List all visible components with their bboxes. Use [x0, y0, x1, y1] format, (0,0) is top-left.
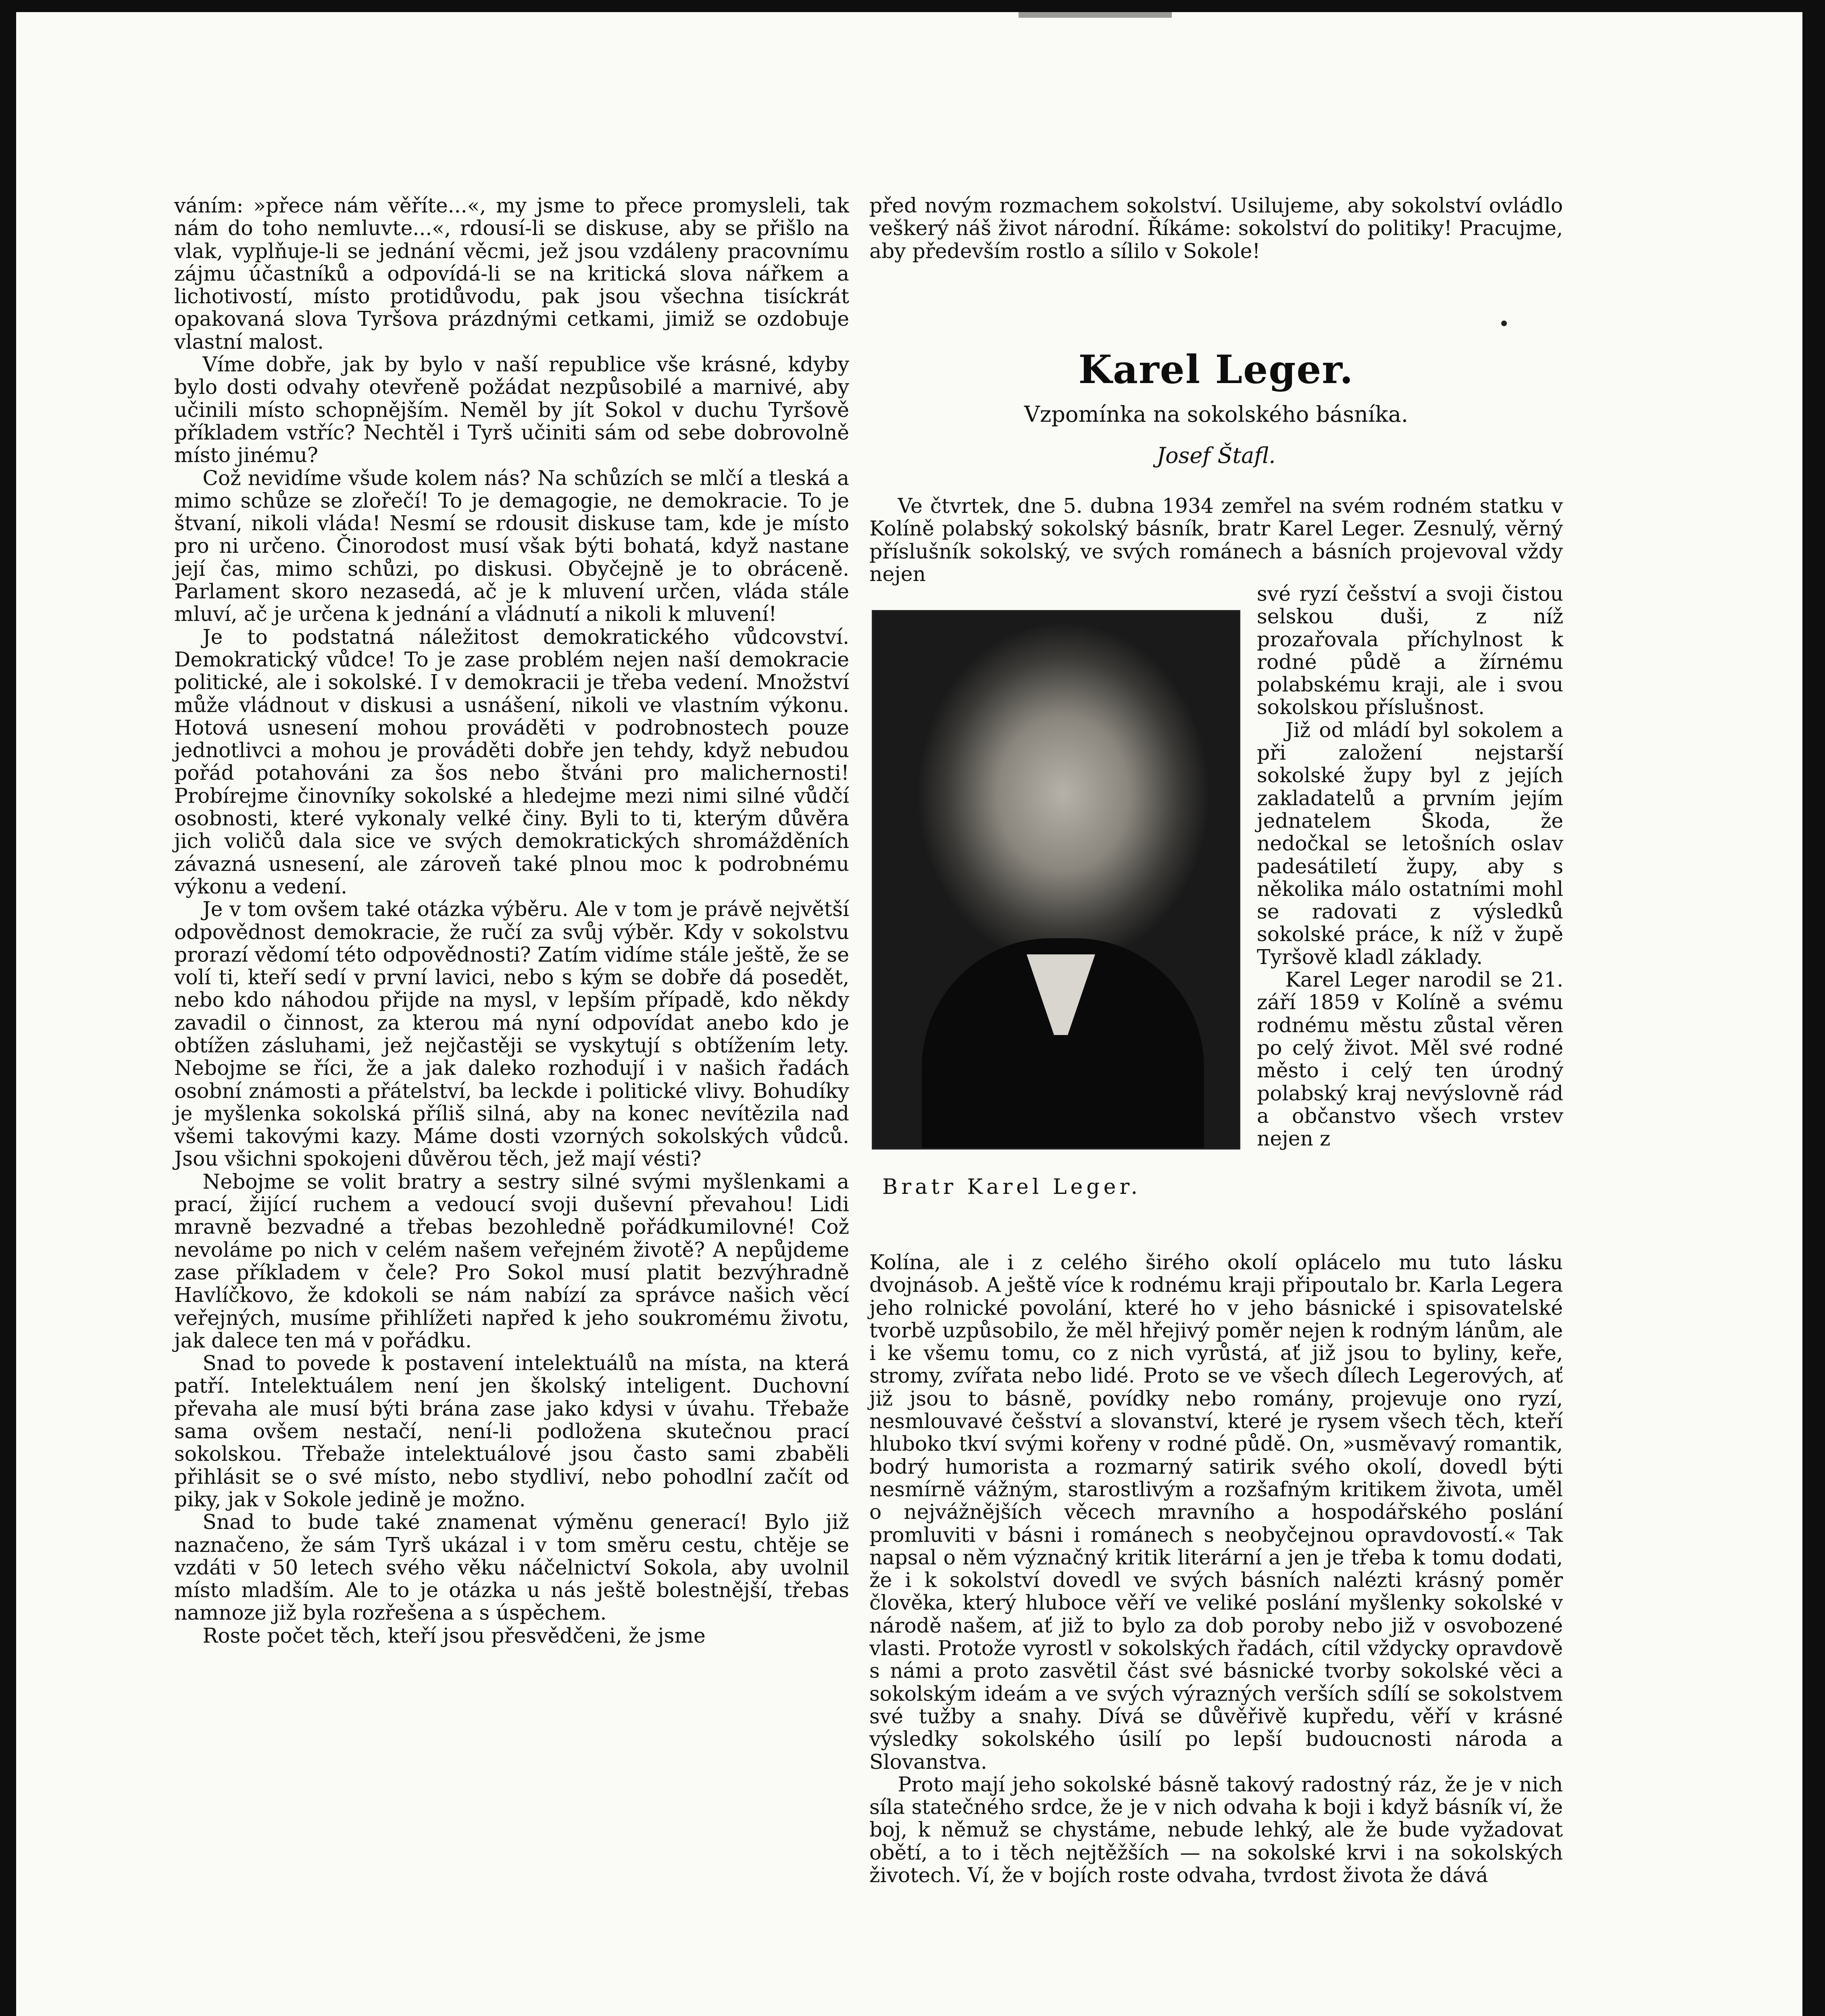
magazine-page: [16, 12, 1802, 2016]
article-intro: [869, 495, 1563, 585]
paragraph: před novým rozmachem sokolství. Usilujeme, aby sokolství ovládlo veškerý náš život národní. Říkáme: sokolství do politiky! Pracujme, aby především rostlo a sílilo v Sokole!: [869, 194, 1563, 263]
paragraph: Je v tom ovšem také otázka výběru. Ale v tom je právě největší odpovědnost demokracie, že ručí za svůj výběr. Kdy v sokolstvu prorazí vědomí této odpovědnosti? Zatím vidíme stále ještě, že se volí ti, kteří sedí v první lavici, nebo s kým se dobře dá posedět, nebo kdo náhodou přijde na mysl, v lepším případě, kdo někdy zavadil o činnost, za kterou má nyní odpovídat anebo kdo je obtížen zásluhami, jež nejčastěji se vyskytují s obtížením lety. Nebojme se říci, že a jak daleko rozhodují i v našich řadách osobní známosti a přátelství, ba leckde i politické vlivy. Bohudíky je myšlenka sokolská příliš silná, aby na konec nevítězila nad všemi takovými kazy. Máme dosti vzorných sokolských vůdců. Jsou všichni spokojeni důvěrou těch, jež mají vésti?: [174, 897, 849, 1171]
photo-caption: Bratr Karel Leger.: [882, 1175, 1142, 1199]
paragraph: Je to podstatná náležitost demokratického vůdcovství. Demokratický vůdce! To je zase problém nejen naší demokracie politické, ale i sokolské. I v demokracii je třeba vedení. Množství může vládnout v diskusi a usnášení, nikoli ve vlastním výkonu. Hotová usnesení mohou prováděti v podrobnostech pouze jednotlivci a mohou je prováděti dobře jen tehdy, když nebudou pořád potahováni za šos nebo štváni pro malichernosti! Probírejme činovníky sokolské a hledejme mezi nimi silné vůdčí osobnosti, které vykonaly velké činy. Byli to ti, kterým důvěra jich voličů dala sice ve svých demokratických shromážděních závazná usnesení, ale zároveň také plnou moc k podrobnému výkonu a vedení.: [174, 625, 849, 898]
separator-dot: [1501, 321, 1507, 326]
left-column: [174, 194, 849, 1647]
article-title: Karel Leger.: [1078, 347, 1354, 392]
beside-photo-text: [1257, 583, 1563, 1150]
article-author: Josef Štafl.: [1156, 443, 1276, 468]
paragraph: váním: »přece nám věříte...«, my jsme to přece promysleli, tak nám do toho nemluvte...«, rdousí-li se diskuse, aby se přišlo na vlak, vyplňuje-li se jednání věcmi, jež jsou vzdáleny pracovnímu zájmu účastníků a odpovídá-li se na kritická slova nářkem a lichotivostí, místo protidůvodu, pak jsou všechna tisíckrát opakovaná slova Tyršova prázdnými cetkami, jimiž se ozdobuje vlastní malost.: [174, 194, 849, 354]
paragraph: Již od mládí byl sokolem a při založení nejstarší sokolské župy byl z jejích zakladatelů a prvním jejím jednatelem Škoda, že nedočkal se letošních oslav padesátiletí župy, aby s několika málo ostatními mohl se radovati z výsledků sokolské práce, k níž v župě Tyršově kladl základy.: [1257, 718, 1563, 969]
right-column-top: [869, 194, 1563, 262]
paragraph: Roste počet těch, kteří jsou přesvědčeni, že jsme: [202, 1623, 706, 1647]
paragraph: Ve čtvrtek, dne 5. dubna 1934 zemřel na svém rodném statku v Kolíně polabský sokolský básník, bratr Karel Leger. Zesnulý, věrný příslušník sokolský, ve svých románech a básních projevoval vždy nejen: [869, 494, 1563, 586]
paragraph: Proto mají jeho sokolské básně takový radostný ráz, že je v nich síla statečného srdce, že je v nich odvaha k boji i když básník ví, že boj, k němuž se chystáme, nebude lehký, ale že bude vyžadovat obětí, a to i těch nejtěžších — na sokolské krvi i na sokolských životech. Ví, že v bojích roste odvaha, tvrdost života že dává: [869, 1772, 1563, 1887]
scan-mark: [1019, 12, 1172, 18]
paragraph: Snad to povede k postavení intelektuálů na místa, na která patří. Intelektuálem není jen školský inteligent. Duchovní převaha ale musí býti brána zase jako kdysi v úvahu. Třebaže sama ovšem nestačí, není-li podložena skutečnou prací sokolskou. Třebaže intelektuálové jsou často sami zbaběli přihlásit se o své místo, nebo stydliví, nebo pohodlní začít od piky, jak v Sokole jedině je možno.: [174, 1351, 849, 1511]
paragraph: Kolína, ale i z celého širého okolí oplácelo mu tuto lásku dvojnásob. A ještě více k rodnému kraji připoutalo br. Karla Legera jeho rolnické povolání, které ho v jeho básnické i spisovatelské tvorbě uzpůsobilo, že měl hřejivý poměr nejen k rodným lánům, ale i ke všemu tomu, co z nich vyrůstá, ať již jsou to byliny, keře, stromy, zvířata nebo lidé. Proto se ve všech dílech Legerových, ať již jsou to básně, povídky nebo romány, projevuje ono ryzí, nesmlouvavé češství a slovanství, které je rysem všech těch, kteří hluboko tkví svými kořeny v rodné půdě. On, »usměvavý romantik, bodrý humorista a rozmarný satirik svého okolí, dovedl býti nesmírně vážným, starostlivým a rozšafným kritikem života, uměl o nejvážnějších věcech mravního a hospodářského poslání promluviti v básni i románech s neobyčejnou opravdovostí.« Tak napsal o něm význačný kritik literární a jen je třeba k tomu dodati, že i k sokolství dovedl ve svých básních nalézti krásný poměr člověka, který hluboce věří ve veliké poslání myšlenky sokolské v národě našem, ať již to bylo za dob poroby nebo již v osvobozené vlasti. Protože vyrostl v sokolských řadách, cítil vždycky opravdově s námi a proto zasvětil část své básnické tvorby sokolské věci a sokolským ideám a ve svých výrazných verších sdílí se sokolstvem své tužby a snahy. Dívá se důvěřivě kupředu, věří v krásné výsledky sokolského úsilí po lepší budoucnosti národa a Slovanstva.: [869, 1250, 1563, 1774]
paragraph: Nebojme se volit bratry a sestry silné svými myšlenkami a prací, žijící ruchem a vedoucí svoji duševní převahou! Lidi mravně bezvadné a třebas bezohledně pořádkumilovné! Což nevoláme po nich v celém našem veřejném životě? A nepůjdeme zase příkladem v čele? Pro Sokol musí platit bezvýhradně Havlíčkovo, že kdokoli se nám nabízí za správce našich věcí veřejných, musíme přihlížeti napřed k jeho soukromému životu, jak dalece ten má v pořádku.: [174, 1169, 849, 1352]
portrait-photo: [872, 610, 1240, 1150]
paragraph: Snad to bude také znamenat výměnu generací! Bylo již naznačeno, že sám Tyrš ukázal i v tom směru cestu, chtěje se vzdáti v 50 letech svého věku náčelnictví Sokola, aby uvolnil místo mladším. Ale to je otázka u nás ještě bolestnější, třebas namnoze již byla rozřešena a s úspěchem.: [174, 1510, 849, 1625]
article-body: [869, 1251, 1563, 1887]
paragraph: Karel Leger narodil se 21. září 1859 v Kolíně a svému rodnému městu zůstal věren po celý život. Měl své rodné město i celý ten úrodný polabský kraj nevýslovně rád a občanstvo všech vrstev nejen z: [1257, 968, 1563, 1151]
article-subtitle: Vzpomínka na sokolského básníka.: [1024, 402, 1408, 427]
paragraph: své ryzí češství a svoji čistou selskou duši, z níž prozařovala příchylnost k rodné půdě a žírnému polabskému kraji, ale i svou sokolskou příslušnost.: [1257, 582, 1563, 719]
paragraph: Víme dobře, jak by bylo v naší republice vše krásné, kdyby bylo dosti odvahy otevřeně požádat nezpůsobilé a marnivé, aby učinili místo schopnějším. Neměl by jít Sokol v duchu Tyršově příkladem vstříc? Nechtěl i Tyrš učiniti sám od sebe dobrovolně místo jinému?: [174, 352, 849, 467]
paragraph: Což nevidíme všude kolem nás? Na schůzích se mlčí a tleská a mimo schůze se zlořečí! To je demagogie, ne demokracie. To je štvaní, nikoli vláda! Nesmí se rdousit diskuse tam, kde je místo pro ni určeno. Činorodost musí však býti bohatá, když nastane její čas, mimo schůzi, po diskusi. Obyčejně je to obráceně. Parlament skoro nezasedá, ač je k mluvení určen, vláda stále mluví, ač je určena k jednání a vládnutí a nikoli k mluvení!: [174, 466, 849, 626]
